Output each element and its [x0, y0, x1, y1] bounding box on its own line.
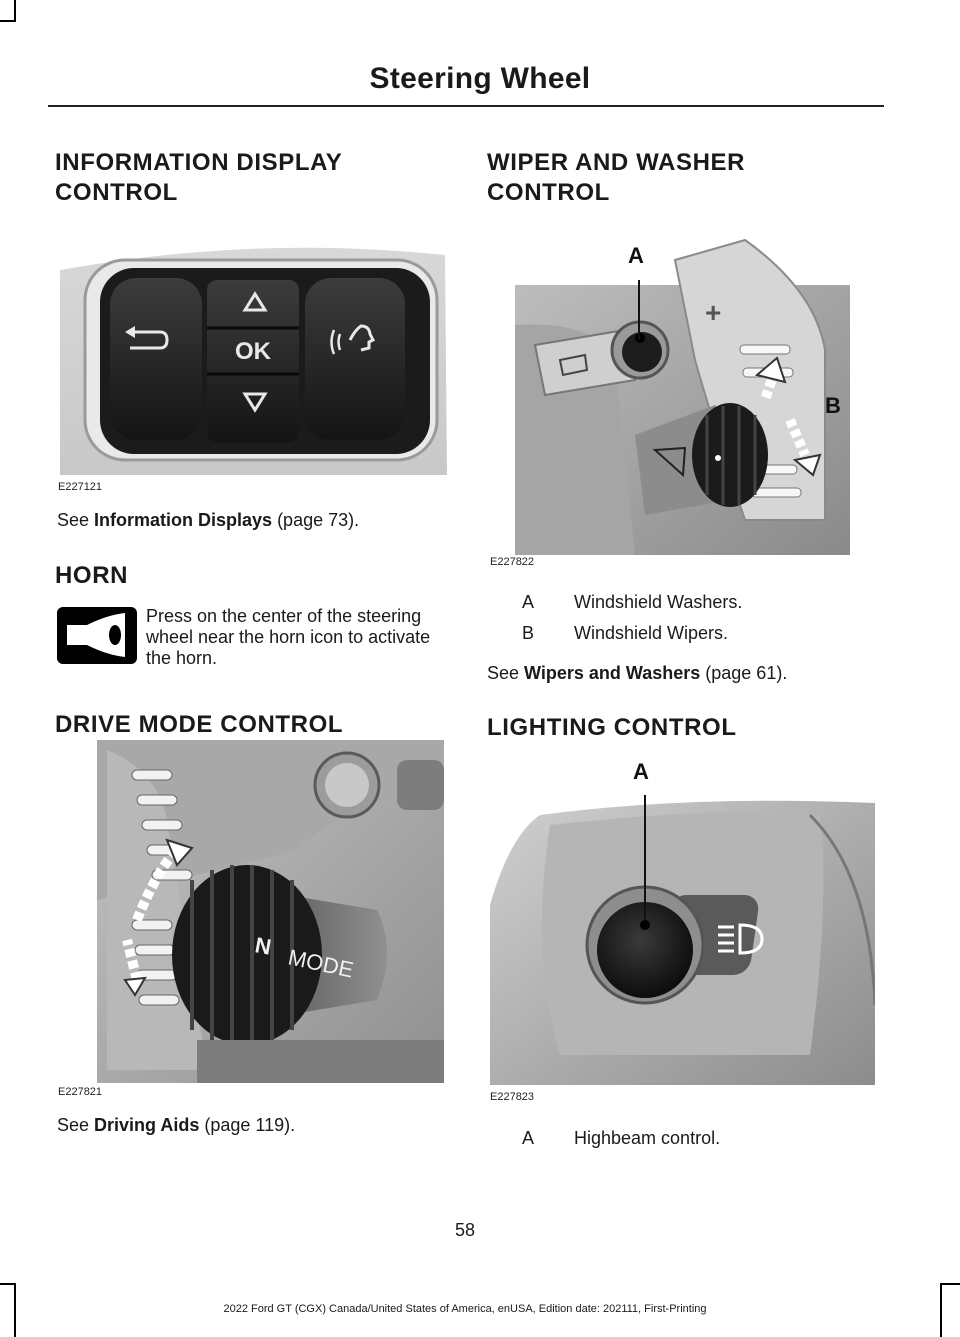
page-title: Steering Wheel — [369, 62, 591, 95]
see-prefix: See — [487, 663, 525, 683]
knob-label-mode: MODE — [285, 944, 356, 983]
svg-text:+: + — [705, 297, 722, 328]
see-page: (page 119). — [199, 1115, 296, 1135]
page-number: 58 — [454, 1220, 476, 1240]
see-prefix: See — [57, 510, 95, 530]
see-reference — [57, 508, 359, 532]
section-heading-lighting: LIGHTING CONTROL — [487, 714, 737, 741]
drive-mode-knob-illustration — [97, 740, 444, 1083]
heading-line: CONTROL — [487, 179, 610, 206]
figure-code: E227822 — [490, 556, 535, 568]
see-link[interactable]: Information Displays — [94, 510, 273, 530]
lighting-figure — [490, 755, 875, 1085]
heading-line: CONTROL — [55, 179, 178, 206]
see-prefix: See — [57, 1115, 95, 1135]
legend-key: A — [522, 592, 535, 612]
info-display-figure — [55, 230, 450, 478]
see-reference — [57, 1113, 295, 1137]
header-divider — [48, 105, 884, 107]
crop-mark — [940, 1283, 942, 1337]
legend-value: Windshield Washers. — [574, 592, 743, 612]
heading-line: WIPER AND WASHER — [487, 149, 746, 176]
crop-mark — [14, 0, 16, 22]
heading-line: INFORMATION DISPLAY — [55, 149, 343, 176]
wiper-control-illustration — [515, 230, 850, 555]
see-link[interactable]: Wipers and Washers — [524, 663, 701, 683]
drive-mode-figure — [97, 740, 444, 1083]
legend-key: A — [522, 1128, 535, 1148]
lighting-control-illustration — [490, 755, 875, 1085]
legend-key: B — [522, 623, 535, 643]
figure-code: E227121 — [58, 481, 103, 493]
figure-code: E227823 — [490, 1091, 535, 1103]
crop-mark — [0, 1283, 16, 1285]
steering-buttons-illustration — [55, 230, 450, 478]
legend-row — [489, 623, 909, 647]
wiper-figure — [515, 230, 850, 555]
callout-a: A — [628, 243, 644, 268]
see-reference — [487, 661, 787, 685]
horn-description: Press on the center of the steering wheel near the horn icon to activate the horn. — [146, 606, 431, 668]
legend-value: Windshield Wipers. — [574, 623, 729, 643]
see-page: (page 61). — [700, 663, 788, 683]
ok-button-label: OK — [235, 338, 271, 365]
legend-value: Highbeam control. — [574, 1128, 721, 1148]
horn-icon — [57, 607, 137, 664]
see-link[interactable]: Driving Aids — [94, 1115, 200, 1135]
figure-code: E227821 — [58, 1086, 103, 1098]
crop-mark — [0, 20, 16, 22]
section-heading-drive-mode: DRIVE MODE CONTROL — [55, 711, 344, 738]
edition-info: 2022 Ford GT (CGX) Canada/United States of America, enUSA, Edition date: 202111, First-Printing — [223, 1303, 707, 1315]
see-page: (page 73). — [272, 510, 360, 530]
crop-mark — [940, 1283, 960, 1285]
section-heading-horn: HORN — [55, 562, 129, 589]
section-heading-wiper — [487, 148, 745, 208]
callout-b: B — [825, 393, 841, 418]
legend-row — [489, 1128, 909, 1152]
callout-a: A — [633, 759, 649, 784]
section-heading-info-display — [55, 148, 342, 208]
legend-row — [489, 592, 909, 616]
knob-label-n: N — [253, 932, 274, 960]
